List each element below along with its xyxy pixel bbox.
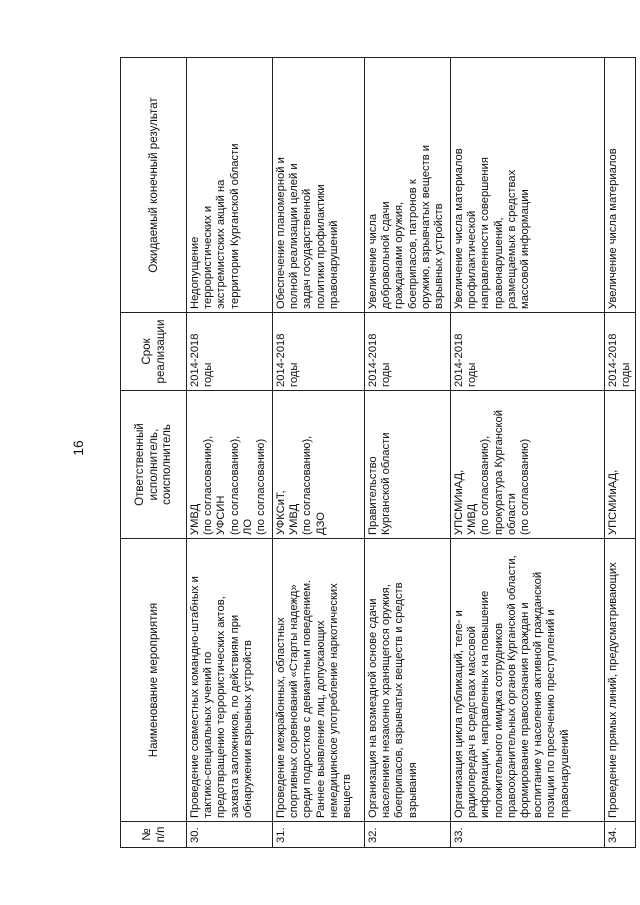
cell-num: 33. [451, 822, 605, 848]
cell-text-line: тактико-специальных учений по [202, 651, 215, 818]
cell-text-line: Проведение межрайонных, областных [275, 617, 287, 818]
cell-responsible [451, 391, 605, 539]
cell-expected-result [187, 58, 273, 313]
page-number: 16 [70, 440, 86, 456]
cell-text-line: правонарушений [327, 220, 340, 309]
table-row [365, 58, 451, 848]
table-row [605, 58, 636, 848]
cell-term: 2014-2018 годы [273, 313, 365, 391]
cell-measure-name [605, 539, 636, 822]
cell-text-line: УФСИН [215, 495, 228, 535]
cell-text-line: территории Курганской области [228, 143, 241, 309]
cell-text-line: (по согласованию) [255, 438, 268, 535]
table-row [187, 58, 273, 848]
cell-text-line: Раннее выявление лиц, допускающих [314, 620, 327, 818]
cell-text-line: направленности совершения [479, 157, 492, 309]
cell-num: 30. [187, 822, 273, 848]
cell-expected-result [365, 58, 451, 313]
cell-text-line: УМВД [288, 503, 301, 535]
cell-text-line: прокуратура Курганской [492, 410, 505, 535]
header-term: Срок реализации [121, 313, 187, 391]
cell-text-line: положительного имиджа сотрудников [492, 622, 505, 818]
cell-responsible [365, 391, 451, 539]
table-row [451, 58, 605, 848]
cell-measure-name [187, 539, 273, 822]
cell-text-line: позиции по пресечению преступлений и [545, 609, 558, 818]
cell-expected-result [273, 58, 365, 313]
cell-responsible [187, 391, 273, 539]
cell-text-line: ДЗО [314, 512, 327, 535]
cell-text-line: УПСМИиАД, [607, 469, 619, 535]
cell-responsible [273, 391, 365, 539]
cell-text-line: захвата заложников, по действиям при [228, 614, 241, 818]
cell-text-line: Проведение совместных командно-штабных и [189, 576, 201, 818]
cell-text-line: информации, направленных на повышение [479, 590, 492, 818]
cell-measure-name [451, 539, 605, 822]
cell-term: 2014-2018 годы [187, 313, 273, 391]
measures-table [120, 57, 636, 848]
cell-text-line: веществ [341, 773, 354, 818]
cell-term: 2014-2018 годы [451, 313, 605, 391]
cell-expected-result [451, 58, 605, 313]
cell-text-line: Увеличение числа материалов [607, 148, 619, 309]
cell-measure-name [365, 539, 451, 822]
cell-responsible [605, 391, 636, 539]
cell-text-line: ЛО [241, 518, 254, 535]
cell-text-line: УПСМИиАД, [453, 469, 465, 535]
cell-text-line: экстремистских акций на [215, 179, 228, 309]
cell-text-line: Курганской области [380, 432, 393, 535]
cell-text-line: Организация на возмездной основе сдачи [367, 598, 379, 818]
cell-text-line: УФКСиТ, [275, 490, 287, 535]
cell-measure-name [273, 539, 365, 822]
cell-text-line: полной реализации целей и [288, 163, 301, 309]
cell-text-line: гражданами оружия, [393, 201, 406, 309]
cell-term: 2014-2018 годы [365, 313, 451, 391]
cell-text-line: (по согласованию), [202, 435, 215, 535]
cell-text-line: (по согласованию), [228, 435, 241, 535]
cell-text-line: предотвращению террористических актов, [215, 596, 228, 818]
cell-text-line: формирование правосознания граждан и [519, 602, 532, 818]
cell-text-line: правонарушений, [492, 217, 505, 309]
cell-expected-result [605, 58, 636, 313]
cell-text-line: (по согласованию) [519, 438, 532, 535]
cell-text-line: (по согласованию), [301, 435, 314, 535]
cell-text-line: (по согласованию), [479, 435, 492, 535]
cell-num: 31. [273, 822, 365, 848]
table-row [273, 58, 365, 848]
cell-text-line: массовой информации [519, 189, 532, 309]
cell-text-line: Проведение прямых линий, предусматривающих [607, 562, 619, 818]
cell-text-line: профилактической [466, 210, 479, 309]
cell-text-line: задач государственной [301, 188, 314, 309]
cell-text-line: УМВД [189, 503, 201, 535]
cell-text-line: Увеличение числа материалов [453, 148, 465, 309]
cell-text-line: размещаемых в средствах [505, 169, 518, 309]
cell-num: 32. [365, 822, 451, 848]
header-num: № п/п [121, 822, 187, 848]
cell-text-line: правонарушений [558, 729, 571, 818]
cell-text-line: взрывания [406, 762, 419, 818]
header-result: Ожидаемый конечный результат [121, 58, 187, 313]
header-responsible: Ответственный исполнитель, соисполнитель [121, 391, 187, 539]
cell-term: 2014-2018 годы [605, 313, 636, 391]
cell-text-line: добровольной сдачи [380, 201, 393, 309]
cell-text-line: обнаружении взрывных устройств [241, 640, 254, 818]
cell-text-line: боеприпасов, взрывчатых веществ и средств [393, 582, 406, 818]
cell-text-line: УМВД [466, 503, 479, 535]
cell-text-line: спортивных соревнований «Старты надежд» [288, 584, 301, 818]
cell-num: 34. [605, 822, 636, 848]
cell-text-line: взрывных устройств [433, 203, 446, 309]
cell-text-line: немедицинское употребление наркотических [327, 583, 340, 818]
cell-text-line: области [505, 493, 518, 535]
cell-text-line: правоохранительных органов Курганской области, [505, 555, 518, 818]
header-name: Наименование мероприятия [121, 539, 187, 822]
cell-text-line: политики профилактики [314, 184, 327, 309]
cell-text-line: террористических и [202, 205, 215, 309]
cell-text-line: радиопередач в средствах массовой [466, 626, 479, 818]
cell-text-line: Организация цикла публикаций, теле- и [453, 610, 465, 818]
cell-text-line: воспитание у населения активной гражданской [532, 571, 545, 818]
table-header-row [121, 58, 187, 848]
cell-text-line: оружию, взрывчатых веществ и [419, 144, 432, 309]
cell-text-line: среди подростков с девиантным поведением. [301, 579, 314, 818]
cell-text-line: Недопущение [189, 236, 201, 309]
rotated-table-container [120, 58, 633, 848]
cell-text-line: Обеспечение планомерной и [275, 157, 287, 309]
cell-text-line: Увеличение числа [367, 213, 379, 309]
cell-text-line: населением незаконно хранящегося оружия, [380, 584, 393, 818]
cell-text-line: боеприпасов, патронов к [406, 179, 419, 309]
cell-text-line: Правительство [367, 456, 379, 535]
